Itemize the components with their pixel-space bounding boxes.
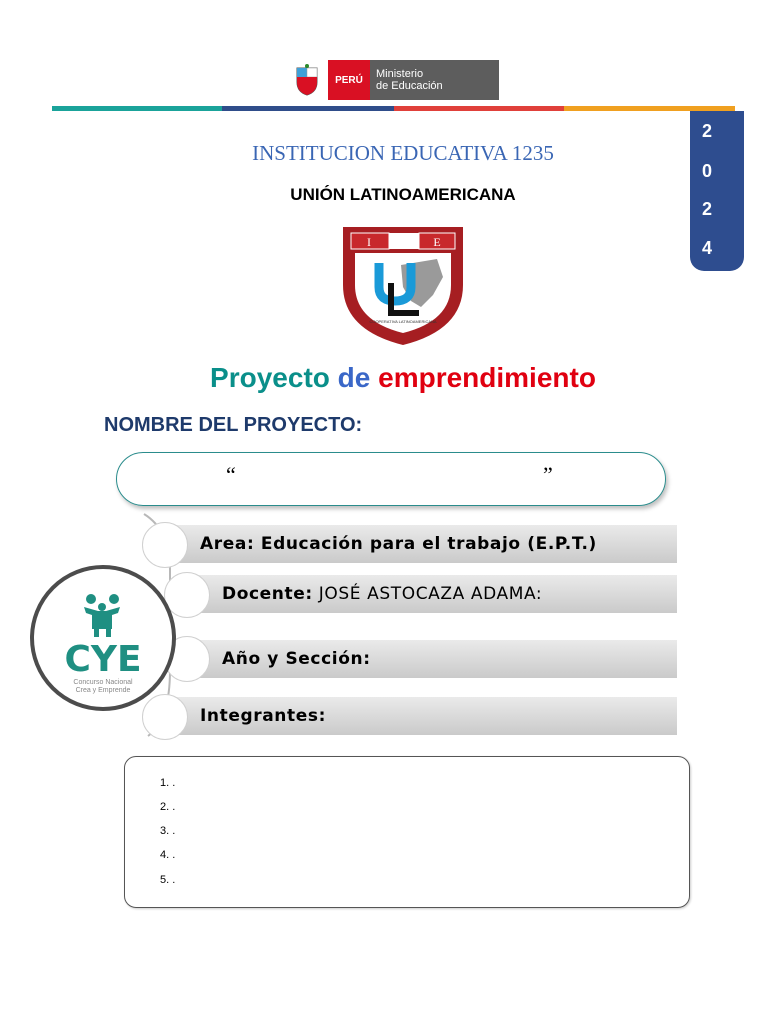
year-digit: 0 — [701, 161, 712, 181]
peru-coat-of-arms-icon — [286, 60, 328, 100]
minedu-logo — [286, 60, 499, 100]
crest-letter-i: I — [367, 235, 371, 249]
cye-caption — [34, 679, 172, 695]
integrantes-text — [200, 706, 326, 726]
project-name-label: NOMBRE DEL PROYECTO: — [104, 414, 363, 436]
project-name-field[interactable] — [116, 452, 666, 506]
year-digit: 2 — [701, 121, 712, 141]
strip-segment — [222, 106, 394, 111]
cye-caption-line-2: Crea y Emprende — [75, 687, 131, 694]
peru-label: PERÚ — [328, 60, 370, 100]
strip-segment — [394, 106, 564, 111]
year-digit: 2 — [701, 199, 712, 219]
list-item[interactable]: 3. . — [160, 825, 176, 837]
crest-caption: COOPERATIVA LATINOAMERICANA — [369, 319, 437, 324]
institution-name: INSTITUCION EDUCATIVA 1235 — [252, 141, 554, 165]
ministry-name — [370, 60, 499, 100]
project-title — [0, 362, 768, 394]
closing-quote: ” — [543, 462, 553, 487]
strip-segment — [52, 106, 222, 111]
institution-subtitle: UNIÓN LATINOAMERICANA — [290, 185, 516, 204]
title-word-emprendimiento: emprendimiento — [378, 362, 596, 393]
anio-label: Año y Sección: — [222, 649, 371, 669]
list-item[interactable]: 4. . — [160, 849, 176, 861]
school-crest-icon — [341, 225, 465, 347]
list-item[interactable]: 5. . — [160, 874, 176, 886]
crest-letter-e: E — [433, 235, 441, 249]
list-item[interactable]: 2. . — [160, 801, 176, 813]
cye-logo — [30, 565, 176, 711]
title-word-proyecto: Proyecto — [210, 362, 330, 393]
ministry-line-2: de Educación — [376, 80, 443, 92]
area-text — [200, 534, 597, 554]
ministry-line-1: Ministerio — [376, 68, 424, 80]
docente-value: JOSÉ ASTOCAZA ADAMA: — [318, 584, 543, 604]
integrantes-label: Integrantes: — [200, 706, 326, 726]
docente-label: Docente: — [222, 584, 313, 604]
year-digit: 4 — [701, 238, 712, 258]
area-value: Area: Educación para el trabajo (E.P.T.) — [200, 534, 597, 554]
cye-acronym: CYE — [64, 639, 142, 680]
members-box — [124, 756, 690, 908]
docente-text — [222, 584, 542, 604]
anio-text — [222, 649, 371, 669]
bullet-circle — [142, 522, 188, 568]
opening-quote: “ — [226, 462, 236, 487]
list-item[interactable]: 1. . — [160, 777, 176, 789]
title-word-de: de — [337, 362, 371, 393]
cye-caption-line-1: Concurso Nacional — [73, 679, 133, 686]
header-color-strip — [52, 106, 735, 111]
